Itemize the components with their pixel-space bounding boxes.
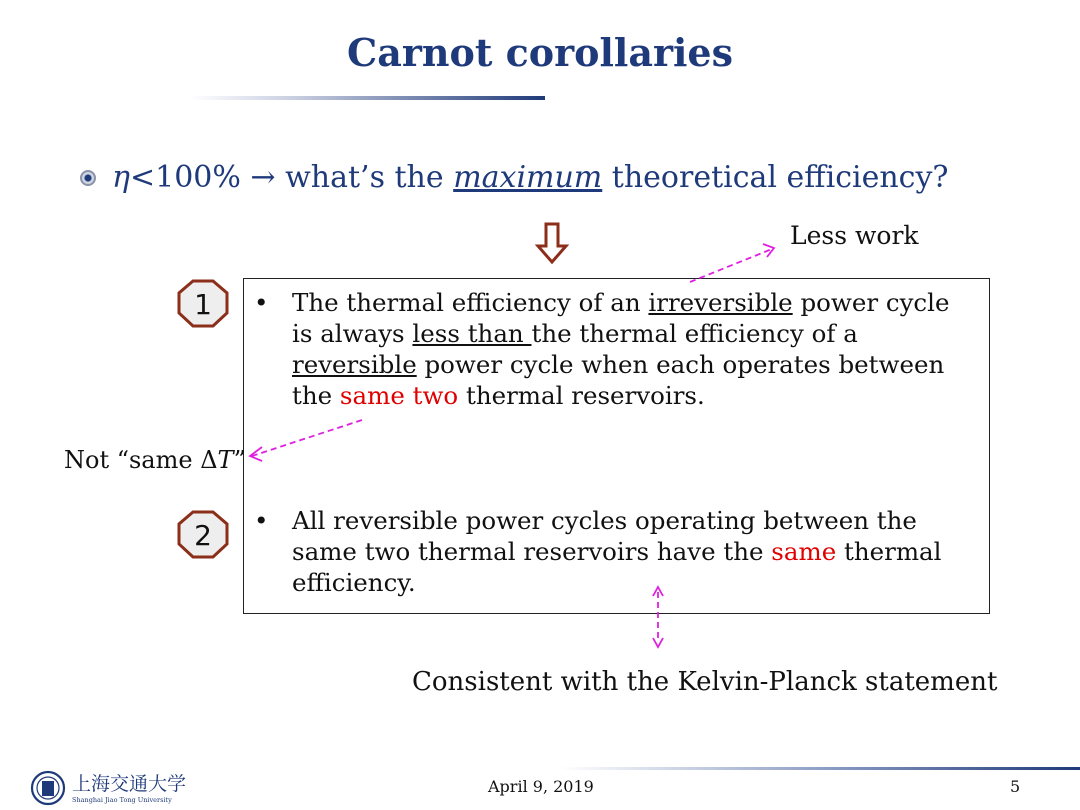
logo-chinese-text: 上海交通大学 [72,773,187,795]
logo-english-text: Shanghai Jiao Tong University [72,796,172,804]
heptagon-badge-icon [173,510,233,560]
page-number: 5 [1010,777,1021,796]
question-text-post: theoretical efficiency? [602,160,949,195]
bullet-dot: • [254,506,269,535]
sjtu-logo-icon [30,770,230,806]
text-run: power cycle is always [292,288,950,348]
text-run: Not “same Δ [64,446,218,474]
less-work-label: Less work [790,221,919,250]
badge-number: 1 [194,288,212,321]
footer-date: April 9, 2019 [488,777,594,796]
kelvin-planck-label: Consistent with the Kelvin-Planck statement [412,667,998,697]
badge-number: 2 [194,519,212,552]
corollary-box [243,278,990,614]
eta-symbol: η [112,160,130,195]
underlined-text: irreversible [648,288,793,317]
text-run: thermal efficiency. [292,537,942,597]
slide-title: Carnot corollaries [346,30,733,75]
text-run: thermal reservoirs. [458,381,705,410]
italic-t: T [217,446,234,474]
question-text-pre: <100% → what’s the [129,160,454,195]
main-question [112,160,949,195]
underlined-text: less than [412,319,532,348]
text-run: The thermal efficiency of an [292,288,649,317]
corollary-2-text [292,505,972,598]
bullet-icon [80,170,96,186]
highlighted-text: same [771,537,837,566]
heptagon-badge-icon [173,279,233,329]
corollary-1-text [292,287,972,411]
highlighted-text: same two [339,381,459,410]
text-run: the thermal efficiency of a [531,319,858,348]
text-run: ” [233,446,246,474]
text-run: power cycle when each operates between the [292,350,945,410]
text-run: All reversible power cycles operating between the same two thermal reservoirs have the [292,506,917,566]
title-underline [190,96,545,100]
bullet-dot: • [254,288,269,317]
footer-rule [560,767,1080,770]
question-emphasis: maximum [453,160,603,195]
down-arrow-icon [532,222,572,264]
not-same-delta-t-label [64,446,246,474]
underlined-text: reversible [292,350,417,379]
